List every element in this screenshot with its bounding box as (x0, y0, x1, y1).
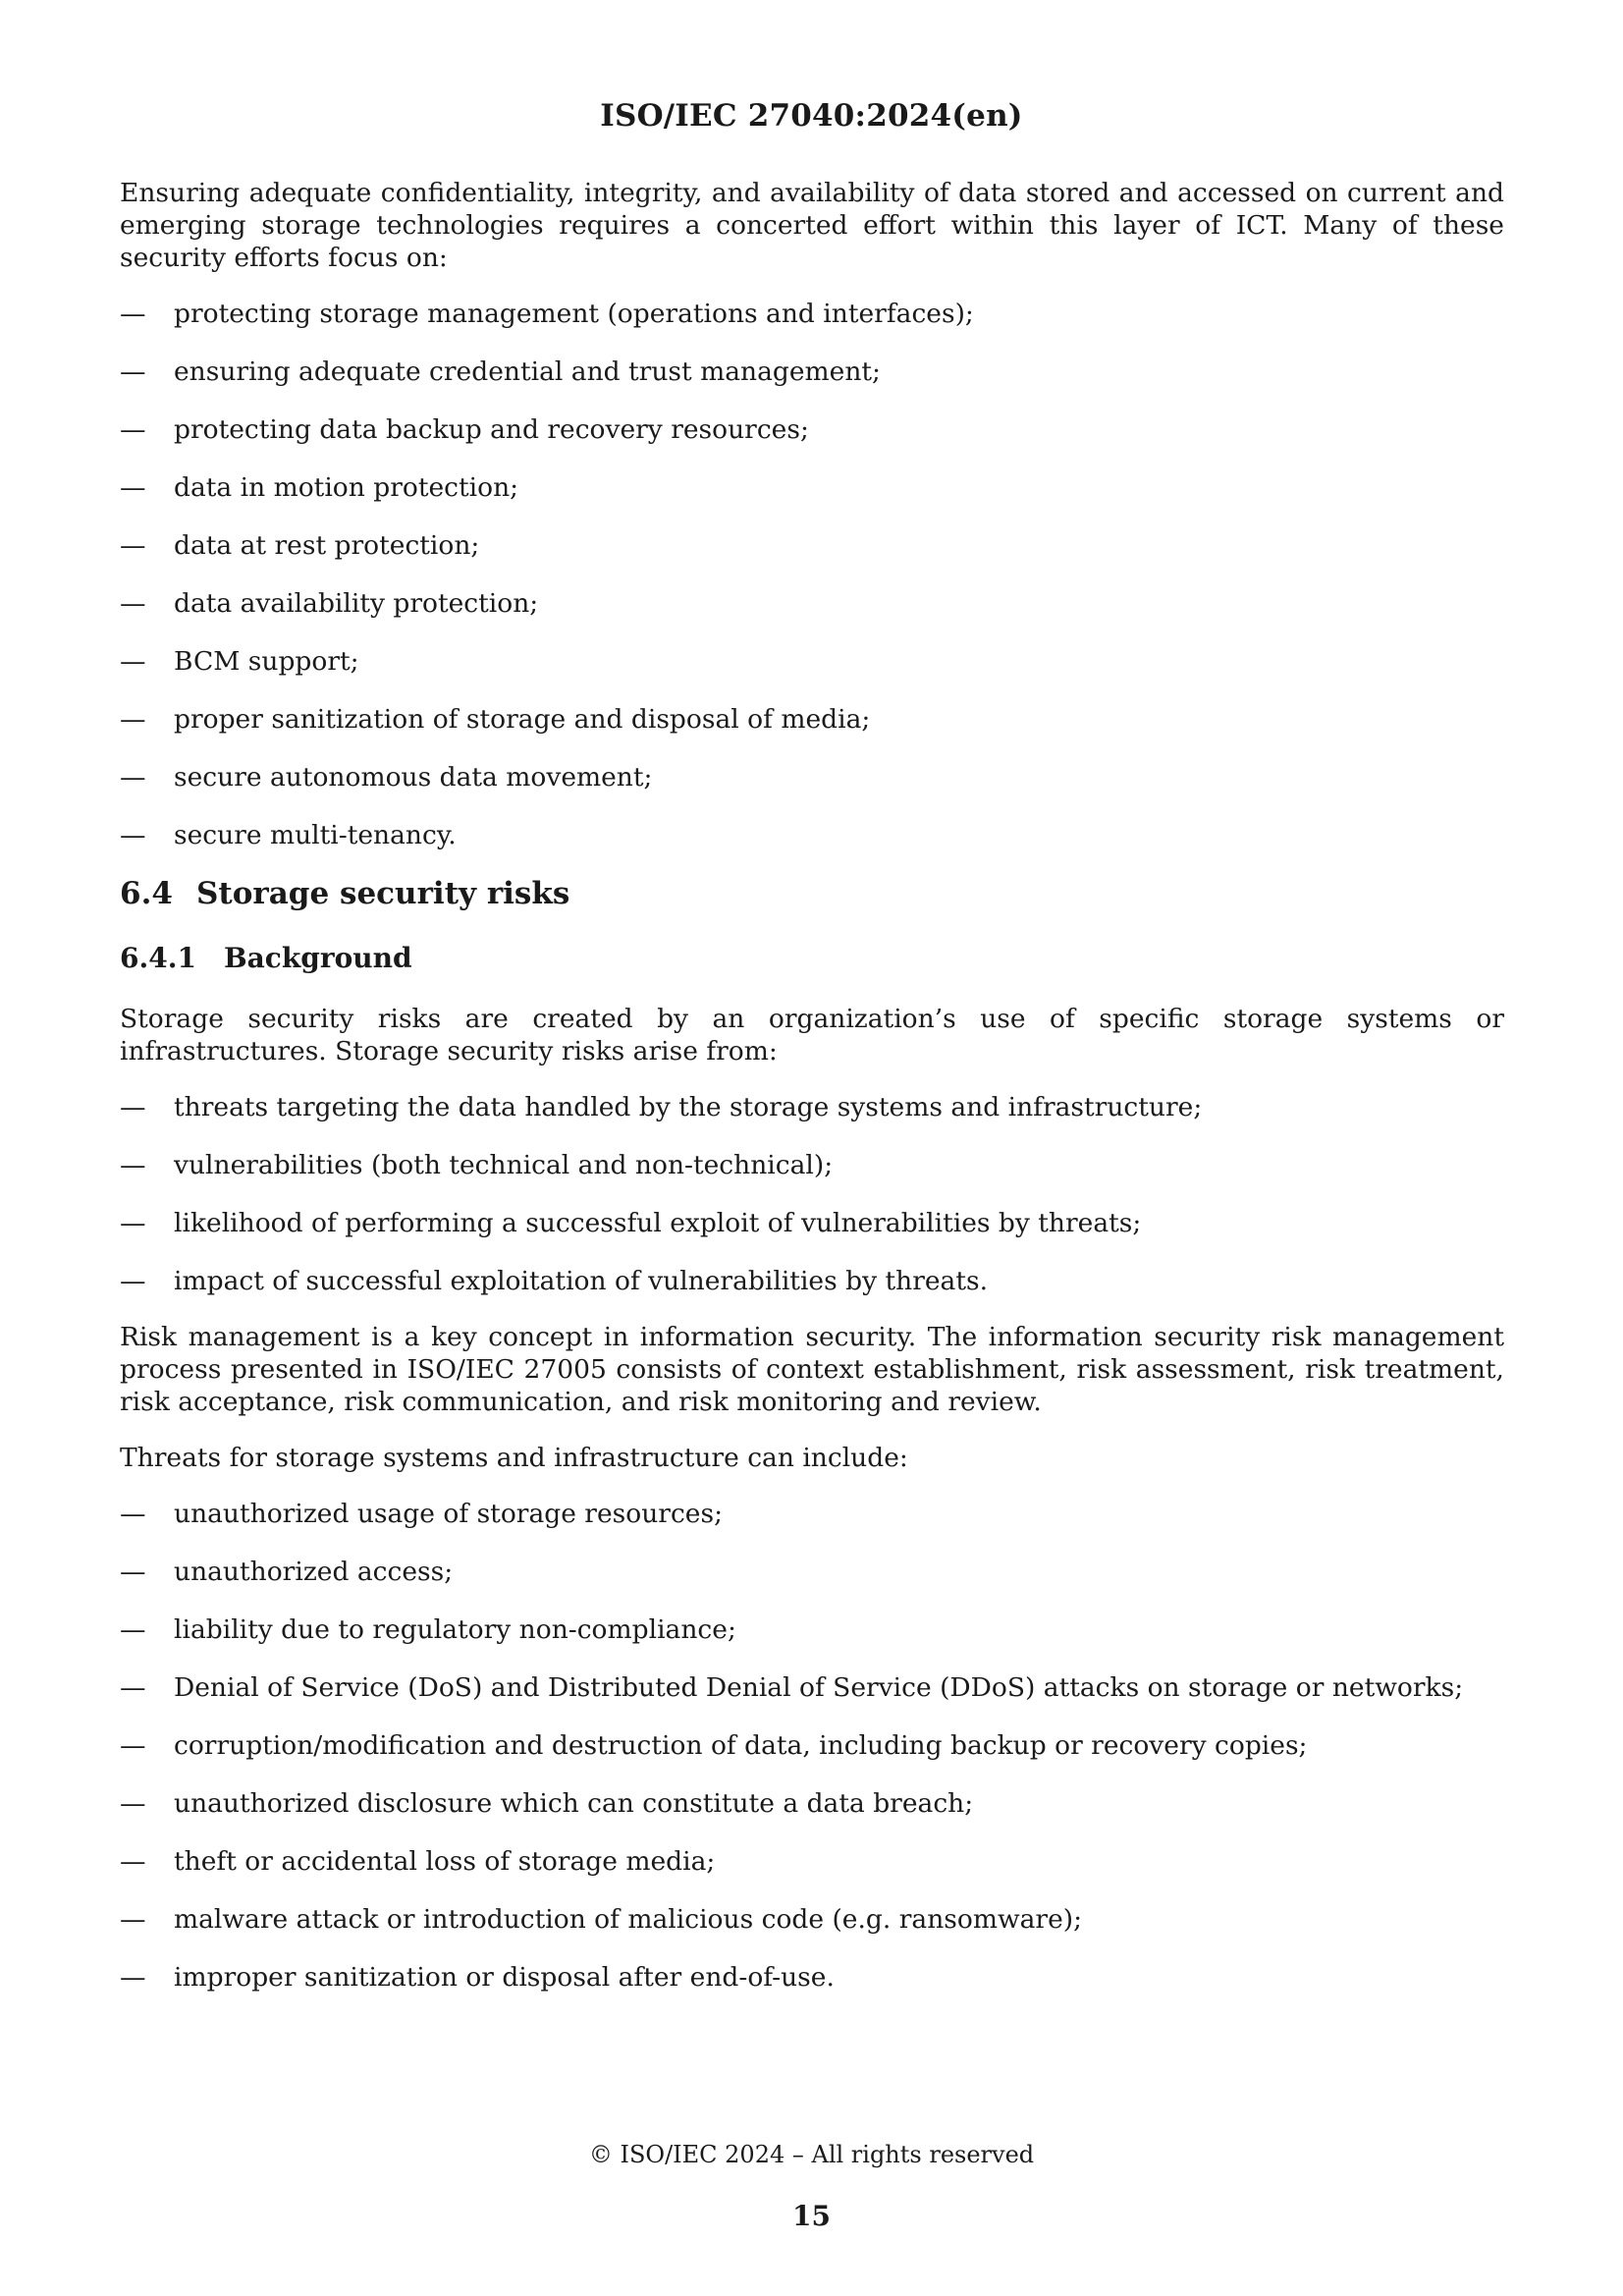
list-item (120, 355, 1504, 388)
list-dash: — (120, 646, 146, 677)
list-dash: — (120, 356, 146, 387)
list-item (120, 1729, 1504, 1762)
list-dash: — (120, 530, 146, 561)
list-dash: — (120, 1672, 146, 1703)
list-item-text: data availability protection; (174, 588, 539, 619)
list-dash: — (120, 1150, 146, 1180)
list-item (120, 1498, 1504, 1530)
list-dash: — (120, 1266, 146, 1296)
copyright-notice: © ISO/IEC 2024 – All rights reserved (588, 2141, 1035, 2168)
list-dash: — (120, 414, 146, 445)
list-item-text: ensuring adequate credential and trust management; (174, 356, 881, 387)
list-dash: — (120, 472, 146, 503)
list-item (120, 1961, 1504, 1994)
list-item-text: protecting data backup and recovery resources; (174, 414, 809, 445)
list-item (120, 587, 1504, 620)
list-item-text: secure multi-tenancy. (174, 820, 457, 850)
page-number: 15 (792, 2200, 831, 2232)
page-content (120, 177, 1504, 2017)
list-item-text: data in motion protection; (174, 472, 519, 503)
list-item (120, 1903, 1504, 1936)
list-item (120, 1787, 1504, 1820)
list-item-text: impact of successful exploitation of vulnerabilities by threats. (174, 1266, 989, 1296)
list-dash: — (120, 1614, 146, 1645)
list-item-text: improper sanitization or disposal after end-of-use. (174, 1962, 835, 1993)
list-item (120, 761, 1504, 793)
list-dash: — (120, 1788, 146, 1819)
section-title: Storage security risks (196, 876, 570, 911)
background-paragraph-3: Threats for storage systems and infrastructure can include: (120, 1443, 908, 1473)
list-dash: — (120, 588, 146, 619)
list-item (120, 471, 1504, 504)
list-dash: — (120, 1557, 146, 1587)
list-item-text: data at rest protection; (174, 530, 480, 561)
risk-sources-list (120, 1091, 1504, 1297)
list-item (120, 413, 1504, 446)
list-item (120, 1207, 1504, 1239)
list-item (120, 1613, 1504, 1646)
list-item-text: vulnerabilities (both technical and non-technical); (174, 1150, 834, 1180)
list-item-text: corruption/modification and destruction of data, including backup or recovery copies; (174, 1730, 1308, 1761)
list-item-text: proper sanitization of storage and disposal of media; (174, 704, 871, 735)
list-item (120, 298, 1504, 330)
list-item (120, 529, 1504, 562)
document-header: ISO/IEC 27040:2024(en) (600, 98, 1023, 134)
list-item (120, 819, 1504, 851)
list-item-text: unauthorized access; (174, 1557, 454, 1587)
list-item-text: likelihood of performing a successful exploit of vulnerabilities by threats; (174, 1208, 1142, 1238)
list-dash: — (120, 762, 146, 793)
section-heading (120, 875, 1504, 912)
subsection-number: 6.4.1 (120, 942, 196, 974)
background-paragraph-1: Storage security risks are created by an organization’s use of specific storage systems or infrastructures. Storage security risks arise from: (120, 1004, 1504, 1066)
threats-list (120, 1498, 1504, 1994)
list-dash: — (120, 1092, 146, 1122)
list-item-text: unauthorized disclosure which can constitute a data breach; (174, 1788, 974, 1819)
list-dash: — (120, 299, 146, 329)
security-efforts-list (120, 298, 1504, 851)
intro-paragraph: Ensuring adequate confidentiality, integrity, and availability of data stored and accessed on current and emerging storage technologies requires a concerted effort within this layer of ICT. Many of these security efforts focus on: (120, 178, 1504, 273)
list-item (120, 1091, 1504, 1123)
list-item (120, 1265, 1504, 1297)
list-item (120, 645, 1504, 678)
list-item (120, 703, 1504, 736)
list-dash: — (120, 1499, 146, 1529)
list-item (120, 1671, 1504, 1704)
list-dash: — (120, 1962, 146, 1993)
list-item (120, 1556, 1504, 1588)
section-number: 6.4 (120, 876, 173, 911)
list-dash: — (120, 1846, 146, 1877)
background-paragraph-2: Risk management is a key concept in information security. The information security risk management process presented in ISO/IEC 27005 consists of context establishment, risk assessment, risk treatment, risk acceptance, risk communication, and risk monitoring and review. (120, 1322, 1504, 1417)
list-item-text: theft or accidental loss of storage media; (174, 1846, 716, 1877)
list-item-text: unauthorized usage of storage resources; (174, 1499, 723, 1529)
list-dash: — (120, 820, 146, 850)
subsection-title: Background (224, 942, 412, 974)
list-item (120, 1845, 1504, 1878)
list-dash: — (120, 1208, 146, 1238)
list-dash: — (120, 1730, 146, 1761)
list-item-text: Denial of Service (DoS) and Distributed Denial of Service (DDoS) attacks on storage or networks; (174, 1672, 1464, 1703)
list-item-text: BCM support; (174, 646, 359, 677)
list-dash: — (120, 704, 146, 735)
list-item (120, 1149, 1504, 1181)
list-item-text: malware attack or introduction of malicious code (e.g. ransomware); (174, 1904, 1083, 1935)
list-item-text: threats targeting the data handled by the storage systems and infrastructure; (174, 1092, 1203, 1122)
list-dash: — (120, 1904, 146, 1935)
list-item-text: protecting storage management (operations and interfaces); (174, 299, 974, 329)
list-item-text: secure autonomous data movement; (174, 762, 653, 793)
list-item-text: liability due to regulatory non-compliance; (174, 1614, 736, 1645)
subsection-heading (120, 942, 1504, 975)
